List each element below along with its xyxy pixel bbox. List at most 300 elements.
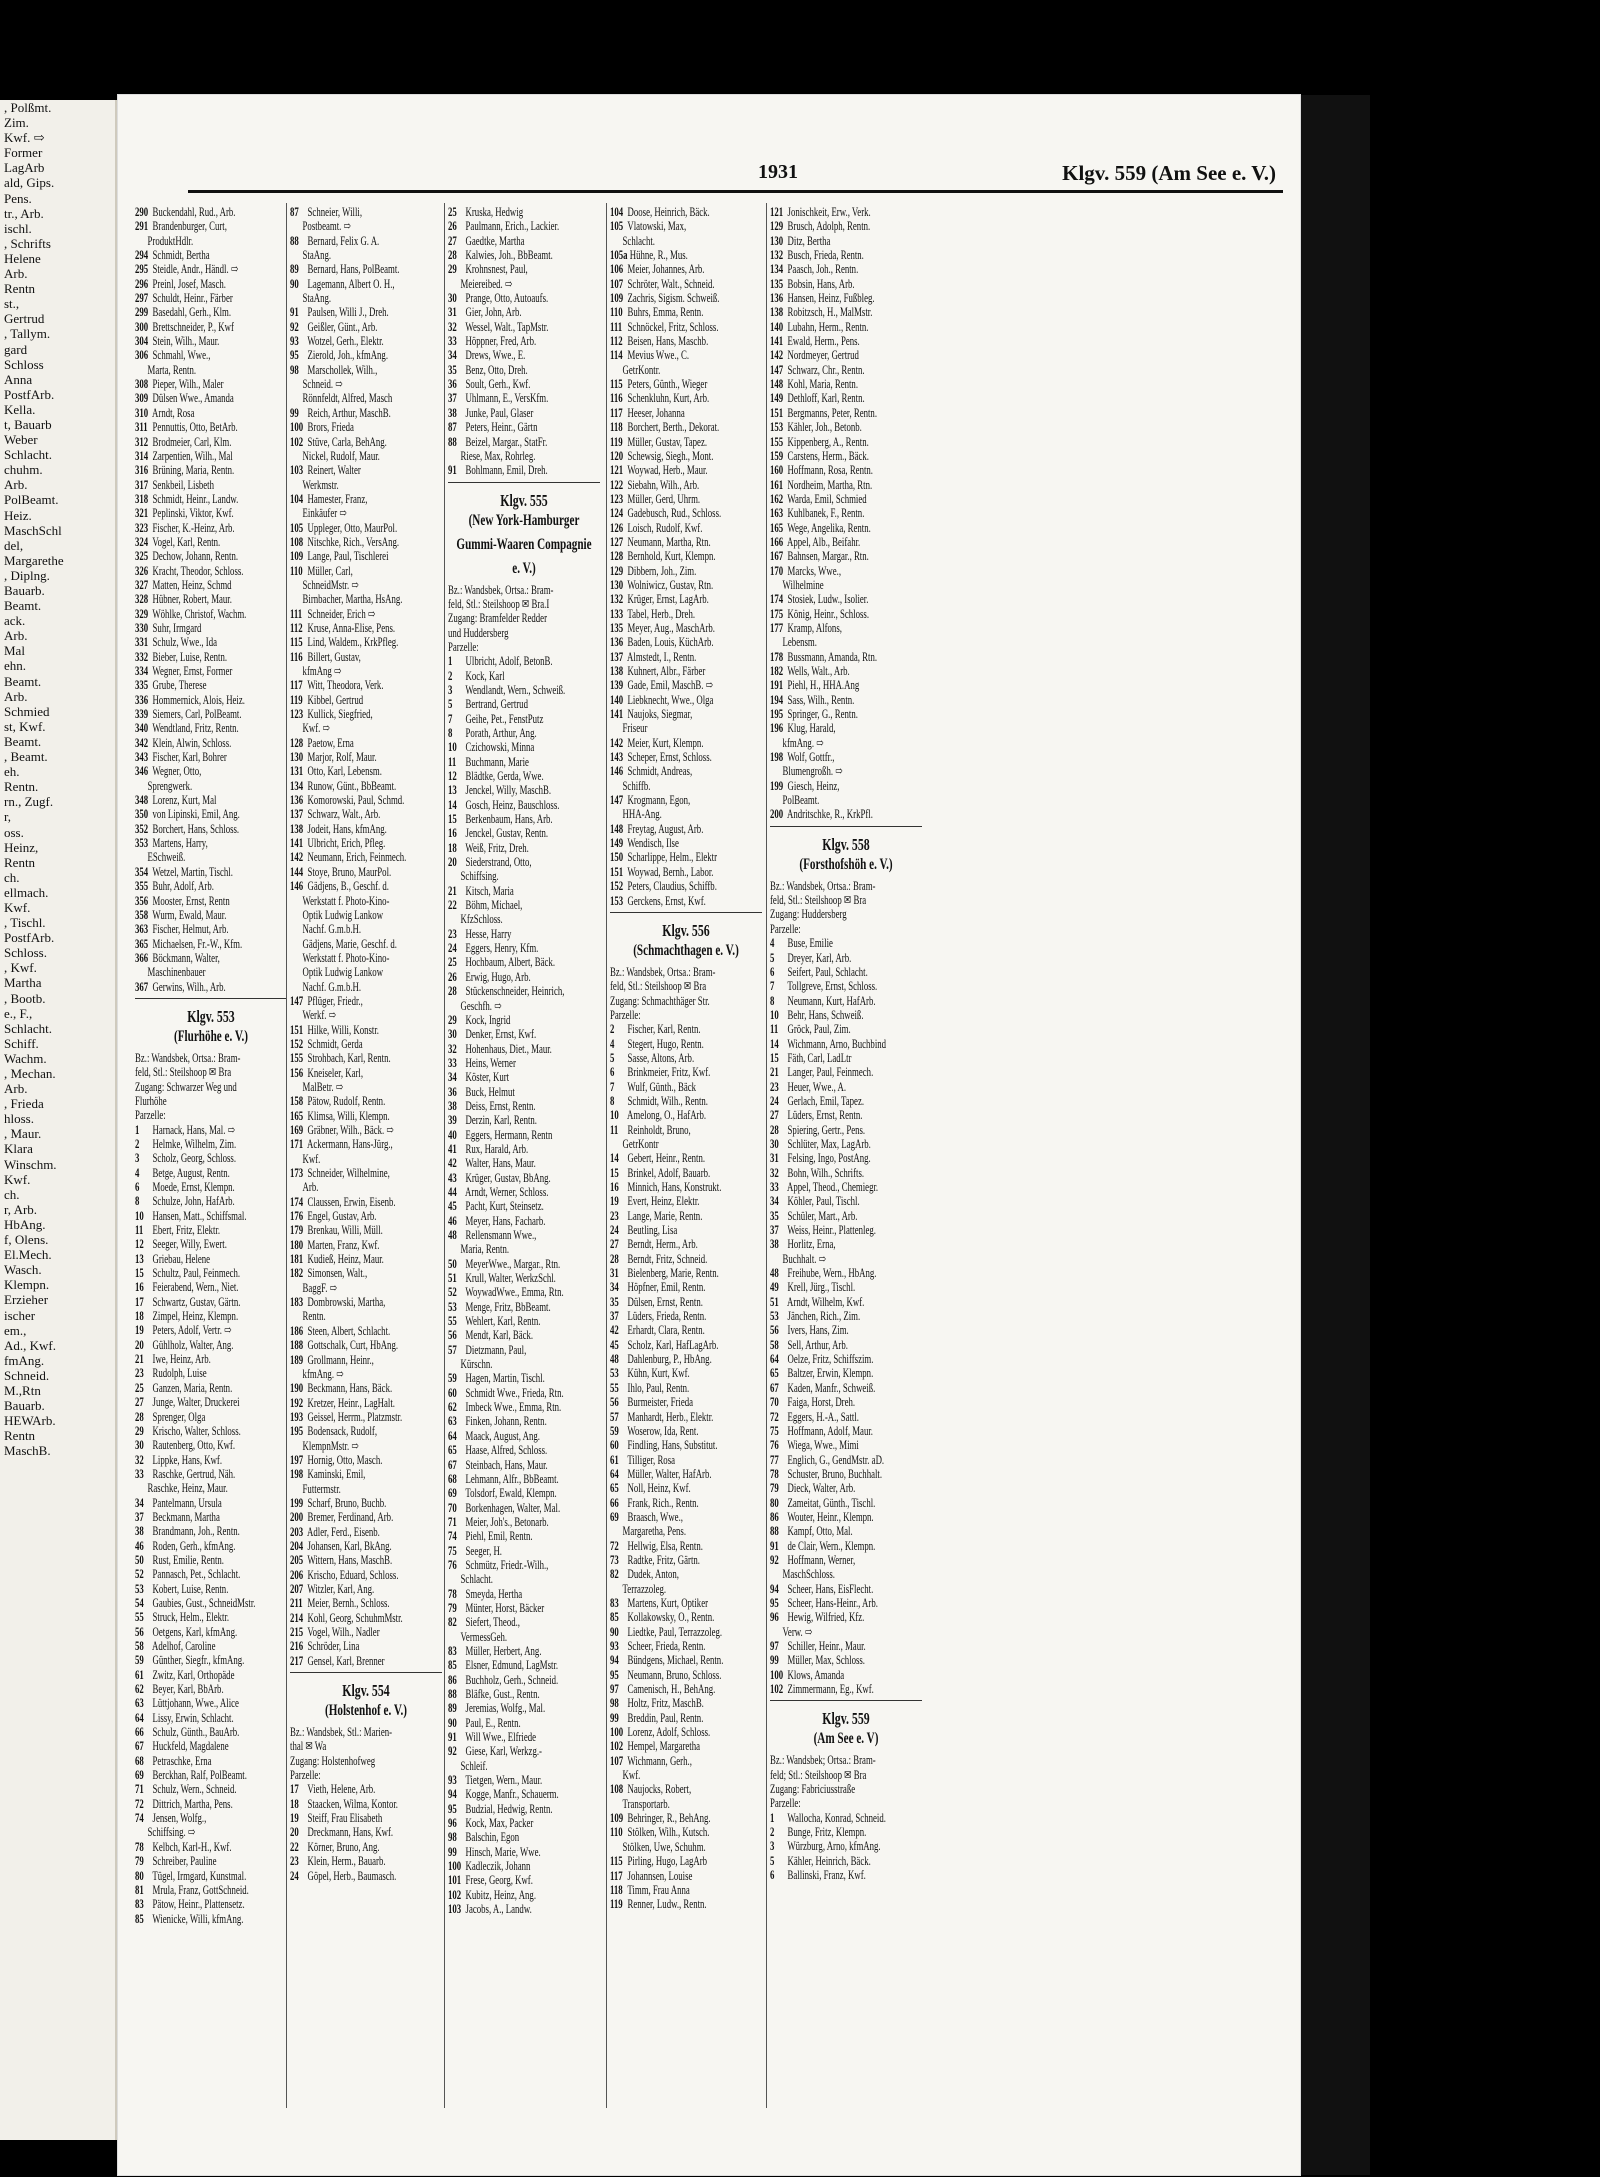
parcel-number: 112 bbox=[290, 620, 303, 635]
entry-row bbox=[610, 650, 762, 664]
entry-text: Jensen, Wolfg., bbox=[152, 1811, 207, 1826]
entry-row bbox=[290, 234, 442, 248]
entry-row bbox=[448, 1859, 600, 1873]
entry-row bbox=[770, 707, 922, 721]
entry-text: Kramp, Alfons, bbox=[787, 620, 842, 635]
left-page-fragment: Kwf. bbox=[4, 1171, 31, 1187]
parcel-number: 27 bbox=[610, 1237, 619, 1252]
entry-row bbox=[135, 262, 287, 276]
entry-row bbox=[770, 1194, 922, 1208]
parcel-number: 186 bbox=[290, 1323, 304, 1338]
entry-text: Klein, Alwin, Schloss. bbox=[152, 735, 232, 750]
entry-row bbox=[135, 348, 287, 362]
entry-text: Peters, Heinr., Gärtn bbox=[465, 420, 538, 435]
entry-row bbox=[290, 1152, 442, 1166]
entry-row bbox=[610, 1840, 762, 1854]
entry-text: Wichmann, Gerh., bbox=[627, 1753, 692, 1768]
entry-text: Imbeck Wwe., Emma, Rtn. bbox=[465, 1400, 562, 1415]
entry-text: Meyer, Hans, Facharb. bbox=[465, 1213, 546, 1228]
parcel-number: 104 bbox=[610, 205, 624, 219]
entry-text: Lippke, Hans, Kwf. bbox=[152, 1452, 223, 1467]
entry-text: Eggers, Hermann, Rentn bbox=[465, 1127, 553, 1142]
entry-text: Lorenz, Adolf, Schloss. bbox=[627, 1725, 711, 1740]
entry-text: Buchmann, Marie bbox=[465, 754, 529, 769]
entry-row bbox=[135, 1194, 287, 1208]
entry-text: Schwarz, Walt., Arb. bbox=[307, 807, 381, 822]
parcel-number: 17 bbox=[290, 1782, 299, 1797]
entry-row bbox=[610, 1080, 762, 1094]
parcel-number: 141 bbox=[290, 836, 304, 851]
entry-row bbox=[290, 664, 442, 678]
parcel-number: 159 bbox=[770, 448, 784, 463]
entry-row bbox=[770, 1811, 922, 1825]
section-subtitle: (Schmachthagen e. V.) bbox=[633, 941, 739, 959]
entry-row bbox=[290, 1367, 442, 1381]
entry-row bbox=[135, 1739, 287, 1753]
entry-text: Adler, Ferd., Eisenb. bbox=[307, 1524, 380, 1539]
parcel-number: 61 bbox=[610, 1452, 619, 1467]
entry-text: Schmidt Wwe., Frieda, Rtn. bbox=[465, 1385, 564, 1400]
parcel-number: 13 bbox=[448, 783, 457, 798]
entry-row bbox=[290, 1008, 442, 1022]
entry-row bbox=[135, 205, 287, 219]
entry-text: Budzial, Hedwig, Rentn. bbox=[465, 1801, 553, 1816]
entry-text: Zwitz, Karl, Orthopäde bbox=[152, 1667, 235, 1682]
parcel-number: 33 bbox=[448, 334, 457, 349]
entry-text: Nordmeyer, Gertrud bbox=[787, 348, 859, 363]
entry-text: Woywad, Herb., Maur. bbox=[627, 463, 708, 478]
entry-text: Kohl, Maria, Rentn. bbox=[787, 377, 859, 392]
entry-row bbox=[290, 1295, 442, 1309]
entry-row bbox=[135, 1467, 287, 1481]
entry-text: PolBeamt. bbox=[782, 793, 820, 808]
parcel-number: 92 bbox=[448, 1744, 457, 1759]
page-edge-shadow bbox=[1300, 95, 1370, 2175]
entry-text: Wendisch, Ilse bbox=[627, 836, 679, 851]
parcel-number: 59 bbox=[135, 1653, 144, 1668]
parcel-number: 55 bbox=[448, 1314, 457, 1329]
parcel-number: 52 bbox=[135, 1567, 144, 1582]
entry-text: Schlacht. bbox=[622, 233, 655, 248]
entry-text: Finken, Johann, Rentn. bbox=[465, 1414, 547, 1429]
section-info-line: Parzelle: bbox=[770, 1796, 801, 1811]
entry-text: Balschin, Egon bbox=[465, 1830, 520, 1845]
entry-text: Witzler, Karl, Ang. bbox=[307, 1582, 375, 1596]
entry-row bbox=[290, 1353, 442, 1367]
parcel-number: 28 bbox=[770, 1122, 779, 1137]
left-page-fragment: , Beamt. bbox=[4, 749, 48, 765]
entry-row bbox=[770, 607, 922, 621]
parcel-number: 211 bbox=[290, 1596, 303, 1611]
parcel-number: 8 bbox=[770, 993, 775, 1008]
entry-row bbox=[770, 1008, 922, 1022]
entry-text: Werkmstr. bbox=[302, 477, 339, 492]
entry-text: Blädtke, Gerda, Wwe. bbox=[465, 769, 544, 783]
left-page-fragment: eh. bbox=[4, 764, 20, 780]
entry-row bbox=[290, 1281, 442, 1295]
entry-row bbox=[290, 1252, 442, 1266]
parcel-number: 8 bbox=[448, 725, 453, 740]
entry-text: Kaminski, Emil, bbox=[307, 1467, 366, 1482]
parcel-number: 100 bbox=[448, 1859, 462, 1874]
section-info-line: Parzelle: bbox=[448, 639, 479, 654]
parcel-number: 76 bbox=[770, 1438, 779, 1453]
entry-row bbox=[610, 535, 762, 549]
entry-row bbox=[770, 1080, 922, 1094]
left-page-fragment: Rentn bbox=[4, 281, 36, 297]
entry-row bbox=[135, 1323, 287, 1337]
parcel-number: 317 bbox=[135, 477, 149, 492]
entry-row bbox=[135, 549, 287, 563]
entry-row bbox=[448, 1171, 600, 1185]
entry-row bbox=[135, 822, 287, 836]
entry-row bbox=[290, 1496, 442, 1510]
entry-text: Feierabend, Wern., Niet. bbox=[152, 1280, 239, 1295]
left-page-fragment: Kella. bbox=[4, 401, 36, 417]
entry-text: Lüttjohann, Wwe., Alice bbox=[152, 1696, 239, 1711]
section-info-line: und Huddersberg bbox=[448, 625, 509, 640]
entry-row bbox=[610, 1237, 762, 1251]
parcel-number: 200 bbox=[770, 807, 784, 822]
left-page-fragment: Bauarb. bbox=[4, 1398, 45, 1414]
left-page-fragment: tr., Arb. bbox=[4, 205, 44, 221]
entry-row bbox=[770, 449, 922, 463]
parcel-number: 214 bbox=[290, 1610, 304, 1625]
parcel-number: 149 bbox=[770, 391, 784, 406]
entry-row bbox=[610, 1467, 762, 1481]
entry-row bbox=[610, 1094, 762, 1108]
entry-text: ESchweiß. bbox=[147, 850, 186, 865]
entry-text: Schuldt, Heinr., Färber bbox=[152, 291, 233, 306]
entry-row bbox=[290, 1539, 442, 1553]
entry-text: Terrazzoleg. bbox=[622, 1581, 667, 1596]
entry-row bbox=[448, 1687, 600, 1701]
left-page-fragment: LagArb bbox=[4, 160, 45, 176]
parcel-number: 69 bbox=[135, 1768, 144, 1783]
parcel-number: 151 bbox=[290, 1022, 304, 1037]
entry-text: Schmidt, Andreas, bbox=[627, 764, 693, 779]
entry-text: Naujocks, Robert, bbox=[627, 1782, 692, 1797]
parcel-number: 142 bbox=[290, 850, 304, 865]
entry-row bbox=[135, 1453, 287, 1467]
entry-row bbox=[135, 1309, 287, 1323]
parcel-number: 10 bbox=[610, 1108, 619, 1123]
parcel-number: 18 bbox=[290, 1796, 299, 1811]
parcel-number: 70 bbox=[770, 1395, 779, 1410]
parcel-number: 146 bbox=[610, 764, 624, 779]
section-info-line: Zugang: Fabriciusstraße bbox=[770, 1782, 856, 1797]
entry-text: Steidle, Andr., Händl. ⇨ bbox=[152, 262, 239, 277]
entry-text: Hoffmann, Werner, bbox=[787, 1552, 856, 1567]
entry-row bbox=[290, 994, 442, 1008]
parcel-number: 16 bbox=[135, 1280, 144, 1295]
left-page-fragment: , Schrifts bbox=[4, 235, 51, 251]
entry-text: Dechow, Johann, Rentn. bbox=[152, 549, 239, 564]
entry-row bbox=[770, 1682, 922, 1696]
entry-row bbox=[610, 305, 762, 319]
entry-row bbox=[448, 1214, 600, 1228]
entry-row bbox=[135, 980, 287, 994]
parcel-number: 89 bbox=[448, 1701, 457, 1716]
parcel-number: 99 bbox=[290, 405, 299, 420]
parcel-number: 10 bbox=[770, 1007, 779, 1022]
entry-text: Krohnsnest, Paul, bbox=[465, 262, 528, 277]
entry-row bbox=[448, 1644, 600, 1658]
parcel-number: 331 bbox=[135, 635, 149, 650]
parcel-number: 12 bbox=[448, 769, 457, 783]
entry-row bbox=[770, 592, 922, 606]
entry-text: Buchhalt. ⇨ bbox=[782, 1251, 827, 1266]
entry-row bbox=[770, 965, 922, 979]
entry-text: Wege, Angelika, Rentn. bbox=[787, 520, 871, 535]
entry-row bbox=[610, 219, 762, 233]
left-page-fragment: ischl. bbox=[4, 220, 32, 236]
entry-text: Einkäufer ⇨ bbox=[302, 506, 347, 521]
entry-text: Menge, Fritz, BbBeamt. bbox=[465, 1299, 551, 1314]
parcel-number: 136 bbox=[610, 635, 624, 650]
entry-text: Brüning, Maria, Rentn. bbox=[152, 463, 235, 478]
parcel-number: 91 bbox=[290, 305, 299, 320]
entry-row bbox=[448, 1572, 600, 1586]
parcel-number: 68 bbox=[448, 1471, 457, 1486]
entry-text: Michaelsen, Fr.-W., Kfm. bbox=[152, 936, 243, 951]
entry-text: Paulmann, Erich., Lackier. bbox=[465, 219, 560, 234]
entry-text: Grube, Therese bbox=[152, 678, 207, 693]
entry-row bbox=[770, 420, 922, 434]
entry-text: kfmAng. ⇨ bbox=[302, 1366, 344, 1381]
entry-row bbox=[448, 1658, 600, 1672]
section-info-line: Zugang: Huddersberg bbox=[770, 907, 847, 922]
parcel-number: 134 bbox=[770, 262, 784, 277]
entry-text: Krischo, Eduard, Schloss. bbox=[307, 1567, 399, 1582]
parcel-number: 200 bbox=[290, 1510, 304, 1525]
entry-row bbox=[610, 1108, 762, 1122]
parcel-number: 148 bbox=[770, 377, 784, 392]
parcel-number: 203 bbox=[290, 1524, 304, 1539]
parcel-number: 215 bbox=[290, 1625, 304, 1640]
parcel-number: 67 bbox=[770, 1380, 779, 1395]
parcel-number: 177 bbox=[770, 620, 784, 635]
entry-row bbox=[290, 535, 442, 549]
parcel-number: 130 bbox=[770, 233, 784, 248]
left-page-fragment: Arb. bbox=[4, 266, 28, 282]
parcel-number: 306 bbox=[135, 348, 149, 363]
entry-row bbox=[448, 262, 600, 276]
parcel-number: 189 bbox=[290, 1352, 304, 1367]
entry-row bbox=[135, 1567, 287, 1581]
entry-row bbox=[610, 564, 762, 578]
entry-row bbox=[448, 1271, 600, 1285]
entry-row bbox=[770, 1653, 922, 1667]
entry-row bbox=[135, 248, 287, 262]
entry-text: Krogmann, Egon, bbox=[627, 793, 691, 808]
left-page-fragment: chuhm. bbox=[4, 462, 43, 478]
entry-text: Brusch, Adolph, Rentn. bbox=[787, 219, 871, 234]
parcel-number: 80 bbox=[135, 1868, 144, 1883]
entry-row bbox=[610, 1754, 762, 1768]
entry-text: ProduktHdlr. bbox=[147, 233, 194, 248]
entry-text: Gädjens, B., Geschf. d. bbox=[307, 879, 389, 894]
entry-text: Griebau, Helene bbox=[152, 1251, 211, 1266]
entry-row bbox=[135, 1639, 287, 1653]
entry-text: Freytag, August, Arb. bbox=[627, 821, 704, 836]
entry-text: Paetow, Erna bbox=[307, 735, 354, 750]
parcel-number: 110 bbox=[610, 305, 623, 320]
parcel-number: 97 bbox=[770, 1639, 779, 1653]
entry-text: Hühne, R., Mus. bbox=[629, 248, 688, 263]
entry-text: Lind, Waldem., KrkPfleg. bbox=[307, 635, 399, 650]
entry-text: Scholz, Karl, HafLagArb. bbox=[627, 1337, 719, 1352]
entry-text: Reinholdt, Bruno, bbox=[627, 1122, 691, 1137]
parcel-number: 116 bbox=[610, 391, 623, 406]
parcel-number: 55 bbox=[135, 1610, 144, 1625]
parcel-number: 309 bbox=[135, 391, 149, 406]
parcel-number: 33 bbox=[135, 1466, 144, 1481]
entry-text: Köster, Kurt bbox=[465, 1070, 510, 1085]
parcel-number: 114 bbox=[610, 348, 623, 363]
entry-text: Stegert, Hugo, Rentn. bbox=[627, 1036, 704, 1051]
column-3 bbox=[448, 205, 600, 1917]
parcel-number: 135 bbox=[610, 620, 624, 635]
parcel-number: 11 bbox=[610, 1122, 619, 1137]
entry-row bbox=[290, 894, 442, 908]
entry-text: Gaedtke, Martha bbox=[465, 233, 525, 248]
entry-text: Seeger, H. bbox=[465, 1543, 503, 1558]
parcel-number: 318 bbox=[135, 491, 149, 506]
entry-row bbox=[290, 1797, 442, 1811]
left-page-fragment: ald, Gips. bbox=[4, 175, 55, 191]
parcel-number: 110 bbox=[610, 1825, 623, 1840]
entry-row bbox=[770, 1338, 922, 1352]
entry-text: Pätow, Heinr., Plattensetz. bbox=[152, 1897, 245, 1912]
section-title: Klgv. 554 bbox=[342, 1681, 390, 1701]
entry-row bbox=[290, 1223, 442, 1237]
entry-text: Heuer, Wwe., A. bbox=[787, 1079, 847, 1094]
entry-row bbox=[448, 1414, 600, 1428]
parcel-number: 31 bbox=[770, 1151, 779, 1166]
entry-text: Spiering, Gertr., Pens. bbox=[787, 1122, 866, 1137]
entry-row bbox=[770, 1424, 922, 1438]
entry-row bbox=[290, 693, 442, 707]
parcel-number: 85 bbox=[610, 1610, 619, 1625]
entry-text: Peters, Adolf, Vertr. ⇨ bbox=[152, 1323, 232, 1338]
entry-row bbox=[135, 1797, 287, 1811]
entry-row bbox=[448, 826, 600, 840]
entry-text: Reich, Arthur, MaschB. bbox=[307, 405, 391, 420]
left-page-fragment: Kwf. ⇨ bbox=[4, 130, 45, 146]
entry-text: von Lipinski, Emil, Ang. bbox=[152, 807, 240, 822]
entry-text: Kobert, Luise, Rentn. bbox=[152, 1581, 229, 1596]
parcel-number: 77 bbox=[770, 1452, 779, 1467]
entry-row bbox=[770, 391, 922, 405]
left-page-fragment: r, bbox=[4, 809, 12, 825]
parcel-number: 21 bbox=[770, 1065, 779, 1080]
entry-row bbox=[610, 506, 762, 520]
entry-text: Mrula, Franz, GottSchneid. bbox=[152, 1882, 249, 1897]
parcel-number: 22 bbox=[448, 898, 457, 913]
entry-row bbox=[290, 1180, 442, 1194]
parcel-number: 58 bbox=[770, 1337, 779, 1352]
parcel-number: 150 bbox=[610, 850, 624, 865]
entry-text: Müller, Carl, bbox=[307, 563, 353, 578]
entry-text: Kretzer, Heinr., LagHalt. bbox=[307, 1395, 395, 1410]
entry-text: Eggers, H.-A., Sattl. bbox=[787, 1409, 859, 1424]
entry-row bbox=[770, 248, 922, 262]
section-info-line: Parzelle: bbox=[290, 1768, 321, 1783]
entry-row bbox=[135, 650, 287, 664]
entry-row bbox=[290, 363, 442, 377]
entry-row bbox=[610, 1295, 762, 1309]
parcel-number: 2 bbox=[610, 1022, 615, 1037]
parcel-number: 190 bbox=[290, 1381, 304, 1396]
entry-row bbox=[770, 1022, 922, 1036]
parcel-number: 89 bbox=[290, 262, 299, 277]
entry-text: Kuhnert, Albr., Färber bbox=[627, 664, 706, 678]
section-info-line: Bz.: Wandsbek, Ortsa.: Bram- bbox=[610, 964, 716, 979]
entry-row bbox=[448, 1386, 600, 1400]
section-title: Klgv. 556 bbox=[662, 920, 710, 940]
entry-text: Kürschn. bbox=[460, 1357, 493, 1372]
parcel-number: 111 bbox=[290, 606, 303, 621]
entry-row bbox=[290, 736, 442, 750]
parcel-number: 34 bbox=[770, 1194, 779, 1209]
parcel-number: 2 bbox=[448, 668, 453, 683]
entry-text: Kühn, Kurt, Kwf. bbox=[627, 1366, 690, 1381]
entry-row bbox=[135, 463, 287, 477]
entry-row bbox=[448, 248, 600, 262]
entry-text: Seeger, Willy, Ewert. bbox=[152, 1237, 227, 1252]
parcel-number: 182 bbox=[290, 1266, 304, 1281]
parcel-number: 4 bbox=[610, 1036, 615, 1051]
entry-row bbox=[290, 435, 442, 449]
entry-row bbox=[610, 1596, 762, 1610]
entry-row bbox=[448, 1429, 600, 1443]
entry-row bbox=[610, 693, 762, 707]
entry-row bbox=[135, 850, 287, 864]
section-title: Klgv. 555 bbox=[500, 490, 548, 510]
section-rule bbox=[770, 826, 922, 827]
entry-row bbox=[135, 1625, 287, 1639]
entry-text: Steinbach, Hans, Maur. bbox=[465, 1457, 548, 1472]
entry-row bbox=[448, 1013, 600, 1027]
entry-row bbox=[290, 1123, 442, 1137]
entry-row bbox=[135, 334, 287, 348]
entry-row bbox=[610, 277, 762, 291]
entry-row bbox=[448, 812, 600, 826]
left-page-fragment: Bauarb. bbox=[4, 583, 45, 598]
entry-row bbox=[290, 1051, 442, 1065]
entry-row bbox=[290, 1625, 442, 1639]
entry-text: Amelong, O., HafArb. bbox=[627, 1108, 707, 1123]
parcel-number: 90 bbox=[610, 1624, 619, 1639]
entry-row bbox=[290, 1453, 442, 1467]
entry-row bbox=[290, 922, 442, 936]
entry-row bbox=[610, 1481, 762, 1495]
left-page-fragment: Schneid. bbox=[4, 1367, 50, 1383]
parcel-number: 199 bbox=[770, 778, 784, 793]
entry-text: Findling, Hans, Substitut. bbox=[627, 1438, 718, 1453]
entry-row bbox=[610, 707, 762, 721]
parcel-number: 96 bbox=[770, 1610, 779, 1625]
parcel-number: 35 bbox=[448, 362, 457, 377]
parcel-number: 34 bbox=[610, 1280, 619, 1295]
parcel-number: 352 bbox=[135, 821, 149, 836]
left-page-fragment: Schiff. bbox=[4, 1035, 39, 1051]
parcel-number: 64 bbox=[448, 1428, 457, 1443]
entry-text: Ulbricht, Adolf, BetonB. bbox=[465, 654, 553, 669]
entry-row bbox=[610, 822, 762, 836]
entry-row bbox=[135, 693, 287, 707]
